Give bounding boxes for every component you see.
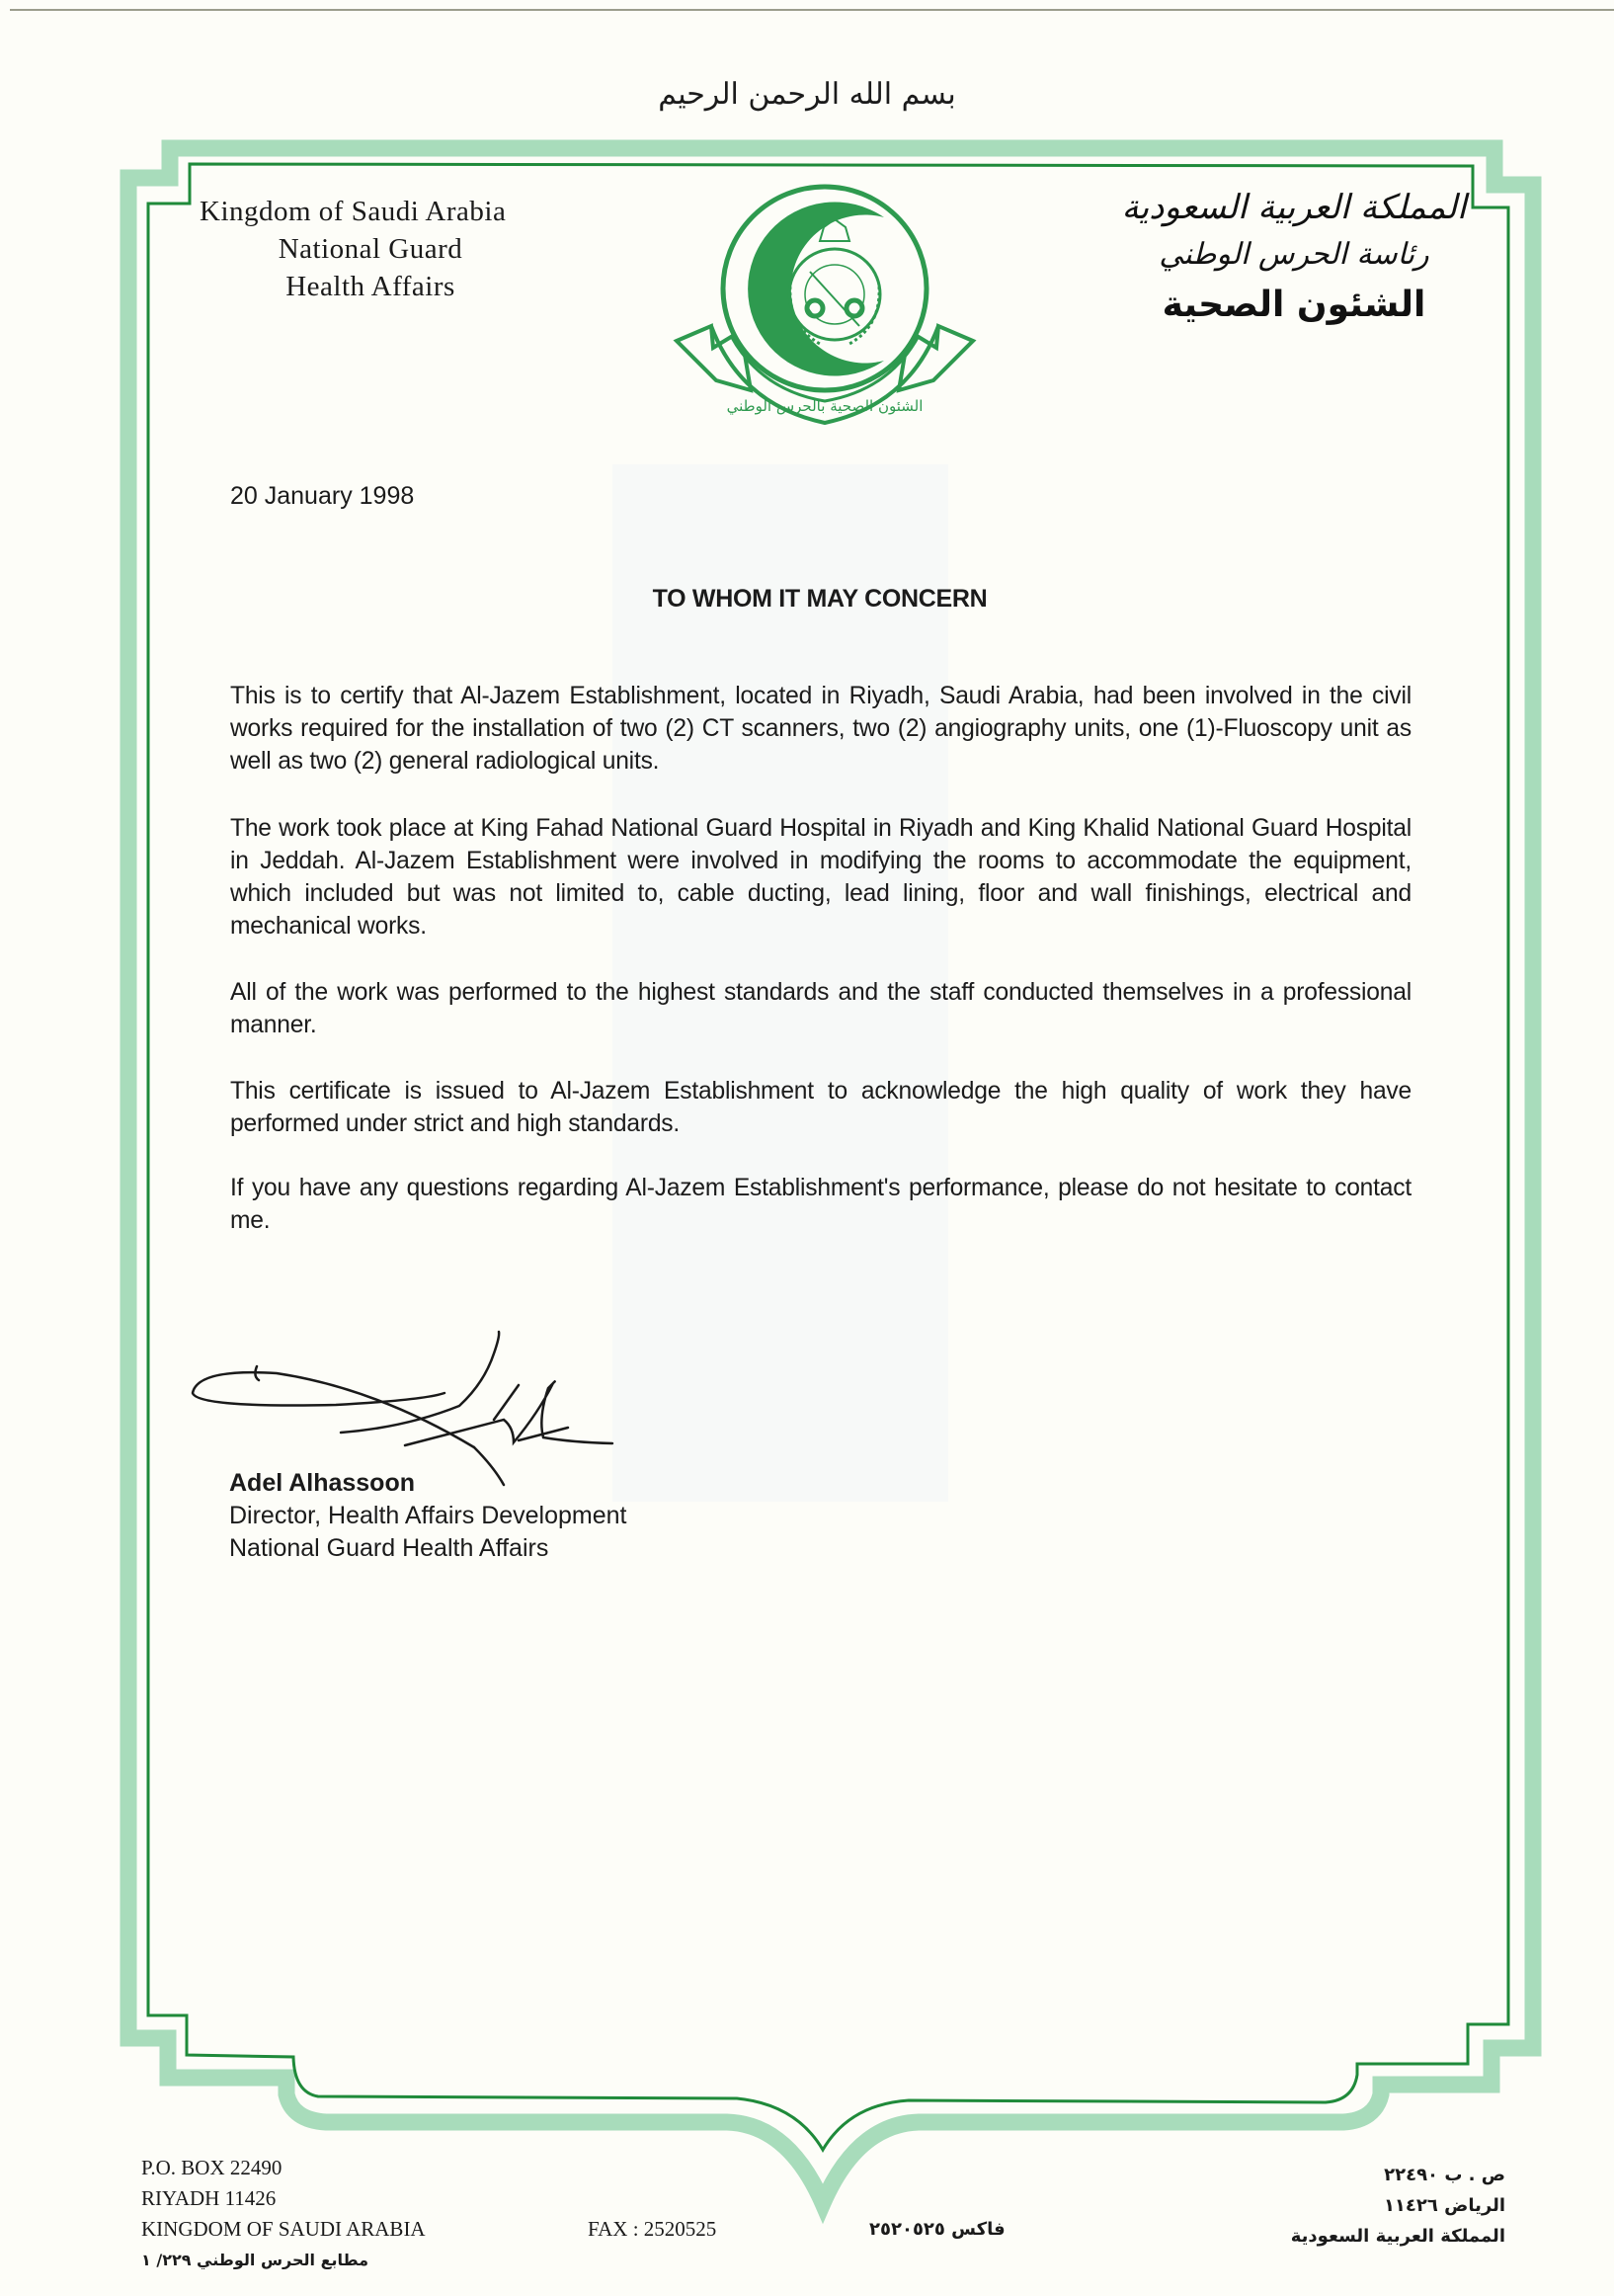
body-paragraph: This is to certify that Al-Jazem Establishment, located in Riyadh, Saudi Arabia, had been involved in the civil works required for the installation of two (2) CT scanners, two (2) angiography units, one (1)-Fluoscopy unit as well as two (2) general radiological units. [230, 683, 1412, 775]
signatory-name: Adel Alhassoon [229, 1469, 415, 1497]
footer-country: KINGDOM OF SAUDI ARABIA [141, 2217, 426, 2241]
footer-po-box: P.O. BOX 22490 [141, 2156, 282, 2179]
footer-arabic-address [1291, 2160, 1505, 2252]
body-paragraph: All of the work was performed to the highest standards and the staff conducted themselves in a professional manner. [230, 979, 1412, 1038]
letter-date: 20 January 1998 [230, 482, 415, 510]
footer-arabic-country: المملكة العربية السعودية [1290, 2226, 1505, 2247]
letterhead-en-line-3: Health Affairs [285, 271, 455, 302]
letterhead-ar-line-1: المملكة العربية السعودية [1121, 188, 1467, 227]
body-paragraph: If you have any questions regarding Al-Jazem Establishment's performance, please do not hesitate to contact me. [230, 1175, 1412, 1234]
letterhead-en-line-1: Kingdom of Saudi Arabia [200, 196, 507, 227]
body-paragraph: The work took place at King Fahad National Guard Hospital in Riyadh and King Khalid National Guard Hospital in Jeddah. Al-Jazem Establishment were involved in modifying the rooms to accommodate the equipment, which included but was not limited to, cable ducting, lead lining, floor and wall finishings, electrical and mechanical works. [230, 815, 1412, 940]
footer-arabic-po-box: ص . ب ٢٢٤٩٠ [1384, 2165, 1505, 2185]
national-guard-health-emblem [672, 178, 978, 435]
signatory-organization: National Guard Health Affairs [229, 1534, 549, 1562]
footer-printer-note: مطابع الحرس الوطني ٢٢٩/ ١ [141, 2251, 368, 2269]
handwritten-signature [178, 1329, 672, 1487]
emblem-ribbon-text: الشئون الصحية بالحرس الوطني [726, 397, 924, 415]
letterhead-en-line-2: National Guard [278, 233, 463, 265]
letter-heading: TO WHOM IT MAY CONCERN [652, 585, 988, 613]
signatory-title: Director, Health Affairs Development [229, 1502, 627, 1529]
letterhead-ar-line-3: الشئون الصحية [1162, 285, 1426, 325]
letterhead-ar-line-2: رئاسة الحرس الوطني [1159, 237, 1429, 272]
footer-fax: FAX : 2520525 [588, 2217, 717, 2241]
footer-arabic-city: الرياض ١١٤٢٦ [1383, 2195, 1505, 2216]
body-paragraph: This certificate is issued to Al-Jazem Establishment to acknowledge the high quality of work they have performed under strict and high standards. [230, 1078, 1412, 1137]
footer-fax-arabic: فاكس ٢٥٢٠٥٢٥ [869, 2219, 1006, 2240]
bismillah-calligraphy: بسم الله الرحمن الرحيم [658, 77, 956, 112]
footer-city: RIYADH 11426 [141, 2186, 277, 2210]
